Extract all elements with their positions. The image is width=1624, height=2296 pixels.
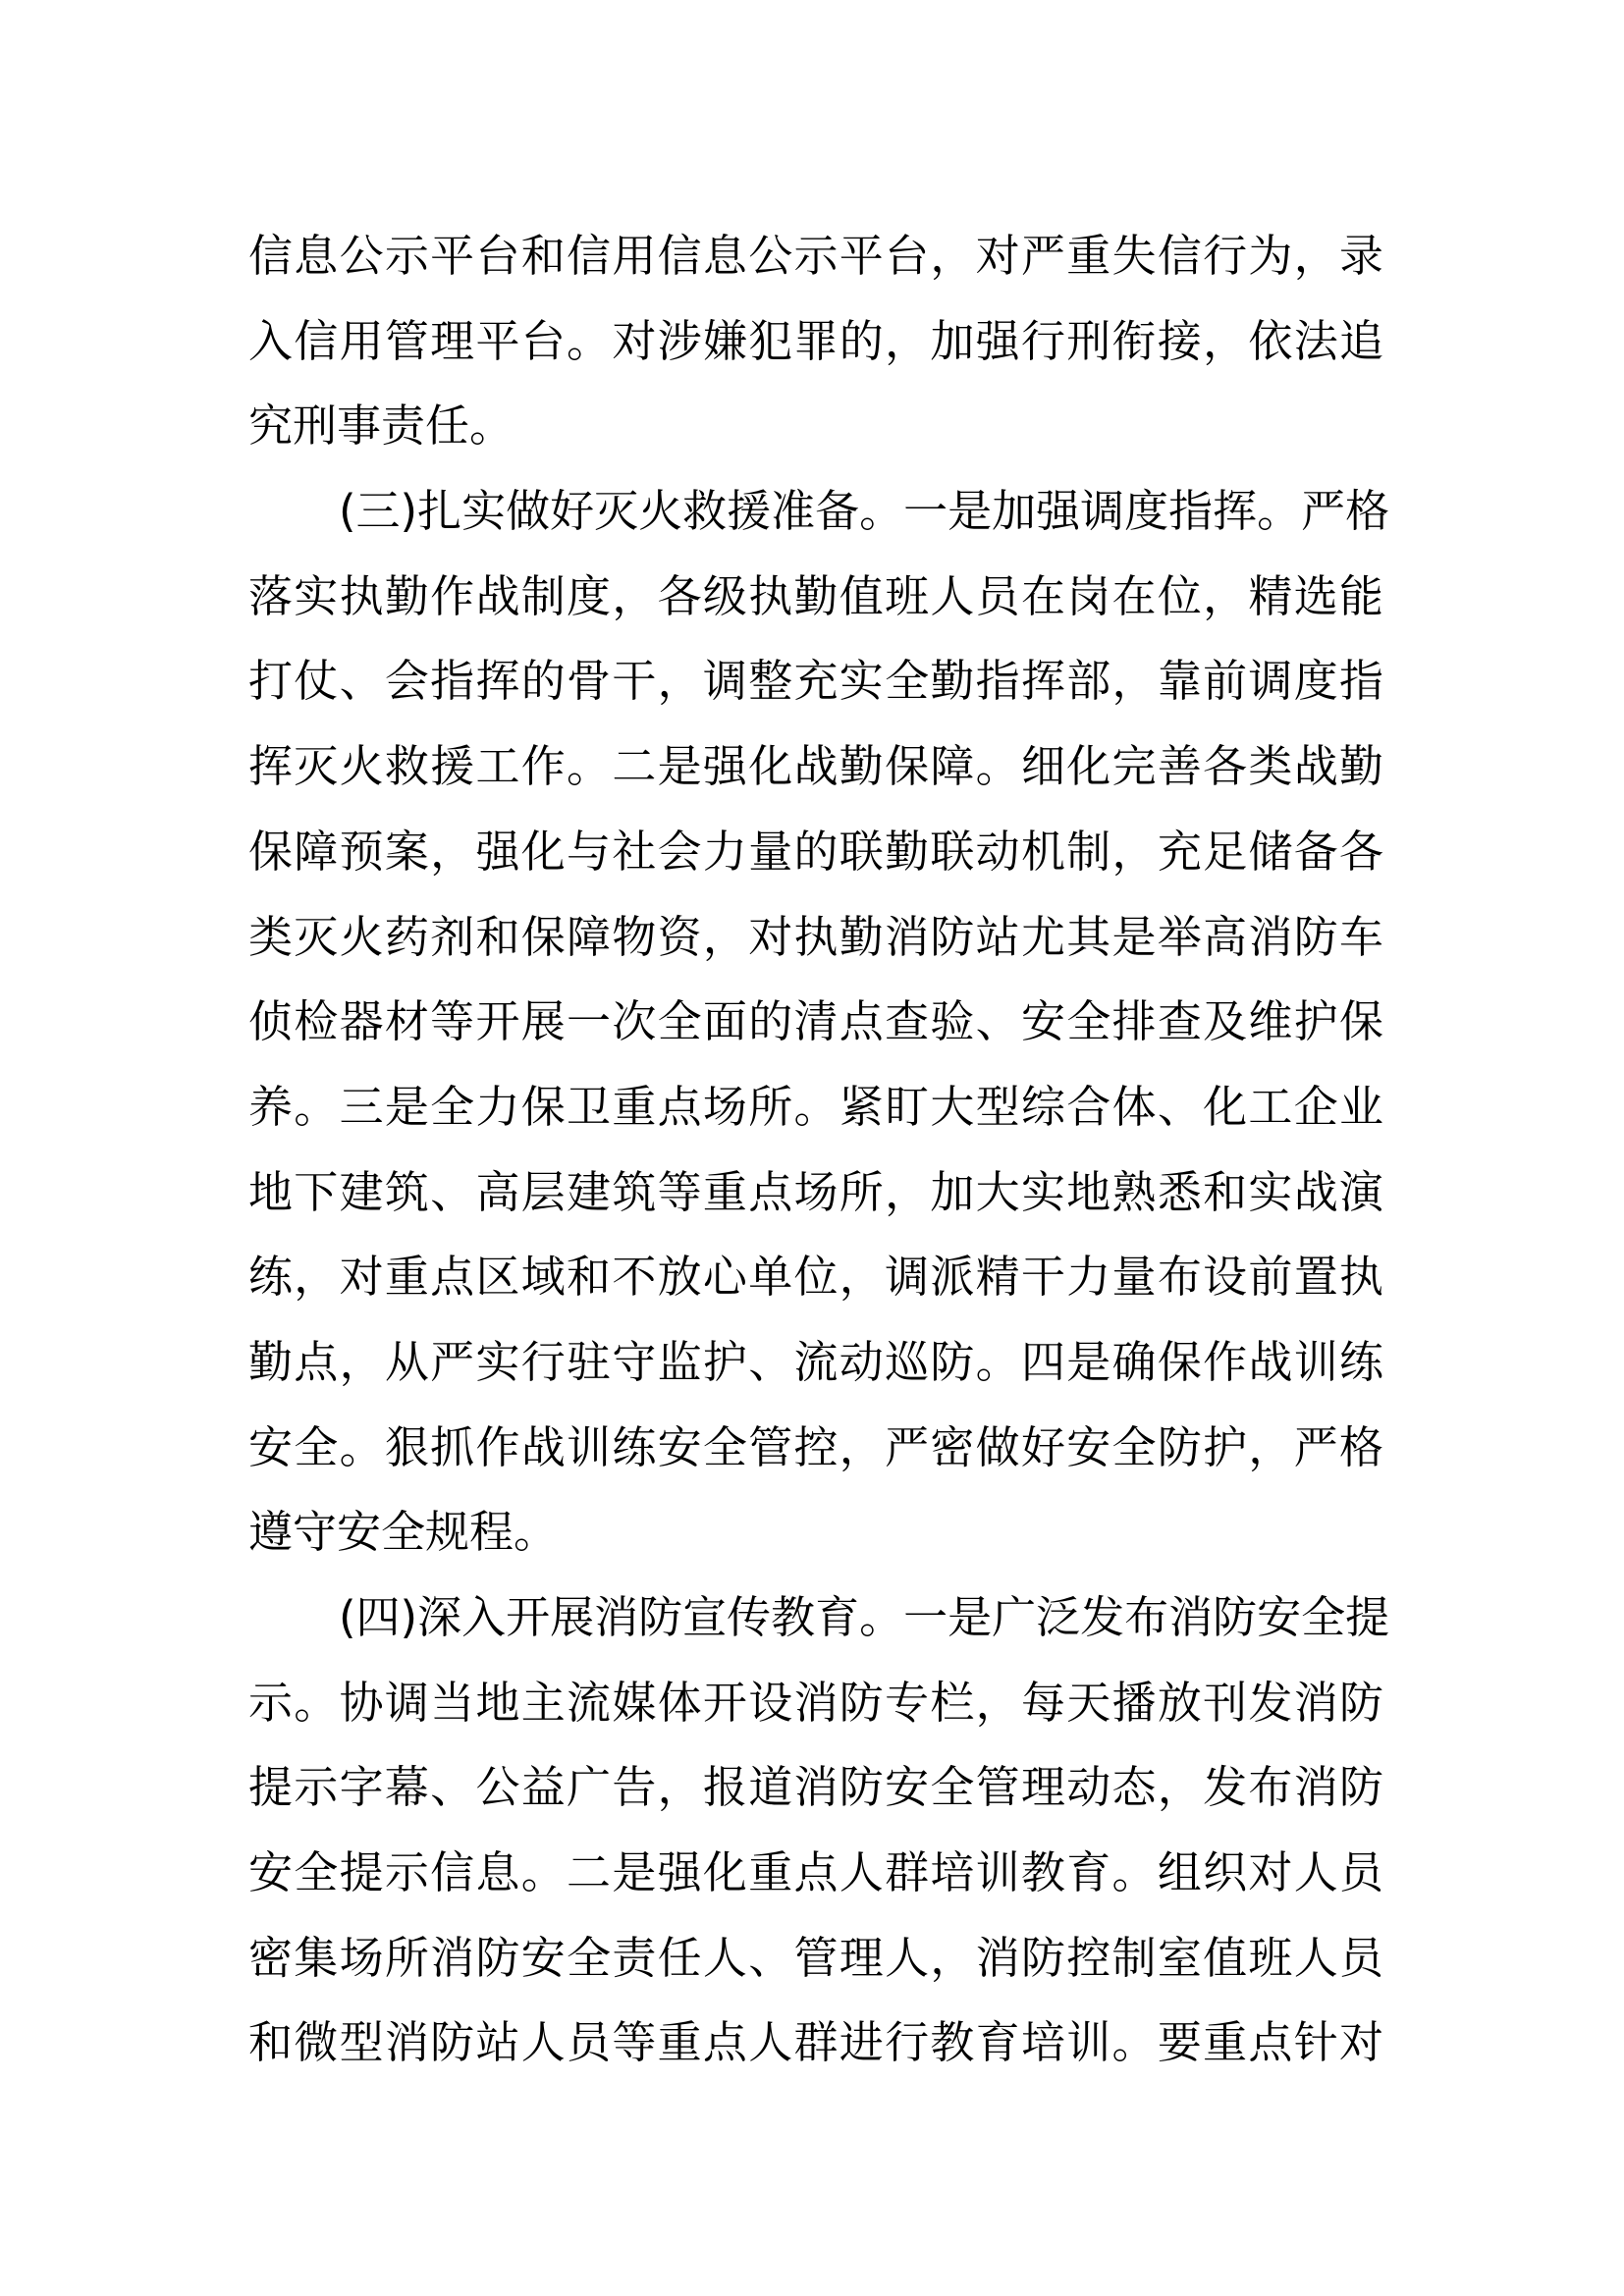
text-line: 安全提示信息。二是强化重点人群培训教育。组织对人员 xyxy=(248,1846,1383,1899)
text-line: 究刑事责任。 xyxy=(248,400,514,453)
text-line: 信息公示平台和信用信息公示平台，对严重失信行为，录 xyxy=(248,230,1383,282)
text-line: (三)扎实做好灭火救援准备。一是加强调度指挥。严格 xyxy=(339,485,1390,538)
text-line: 挥灭火救援工作。二是强化战勤保障。细化完善各类战勤 xyxy=(248,740,1383,793)
text-line: 保障预案，强化与社会力量的联勤联动机制，充足储备各 xyxy=(248,825,1383,878)
text-line: 养。三是全力保卫重点场所。紧盯大型综合体、化工企业 xyxy=(248,1080,1383,1133)
text-line: 类灭火药剂和保障物资，对执勤消防站尤其是举高消防车 xyxy=(248,910,1383,963)
text-line: 示。协调当地主流媒体开设消防专栏，每天播放刊发消防 xyxy=(248,1676,1383,1729)
text-line: 提示字幕、公益广告，报道消防安全管理动态，发布消防 xyxy=(248,1761,1383,1814)
text-line: 打仗、会指挥的骨干，调整充实全勤指挥部，靠前调度指 xyxy=(248,655,1383,708)
text-line: 地下建筑、高层建筑等重点场所，加大实地熟悉和实战演 xyxy=(248,1165,1383,1218)
paragraph xyxy=(248,469,1390,1575)
text-line: (四)深入开展消防宣传教育。一是广泛发布消防安全提 xyxy=(339,1591,1390,1643)
text-line: 侦检器材等开展一次全面的清点查验、安全排查及维护保 xyxy=(248,995,1383,1048)
text-line: 安全。狠抓作战训练安全管控，严密做好安全防护，严格 xyxy=(248,1420,1383,1473)
text-line: 勤点，从严实行驻守监护、流动巡防。四是确保作战训练 xyxy=(248,1335,1383,1388)
text-line: 密集场所消防安全责任人、管理人，消防控制室值班人员 xyxy=(248,1931,1383,1984)
text-line: 练，对重点区域和不放心单位，调派精干力量布设前置执 xyxy=(248,1251,1383,1304)
paragraph xyxy=(248,1575,1390,2086)
text-line: 和微型消防站人员等重点人群进行教育培训。要重点针对 xyxy=(248,2016,1383,2069)
text-line: 落实执勤作战制度，各级执勤值班人员在岗在位，精选能 xyxy=(248,569,1383,622)
text-line: 遵守安全规程。 xyxy=(248,1506,559,1559)
document-page xyxy=(248,214,1390,2086)
paragraph xyxy=(248,214,1383,469)
text-line: 入信用管理平台。对涉嫌犯罪的，加强行刑衔接，依法追 xyxy=(248,314,1383,367)
